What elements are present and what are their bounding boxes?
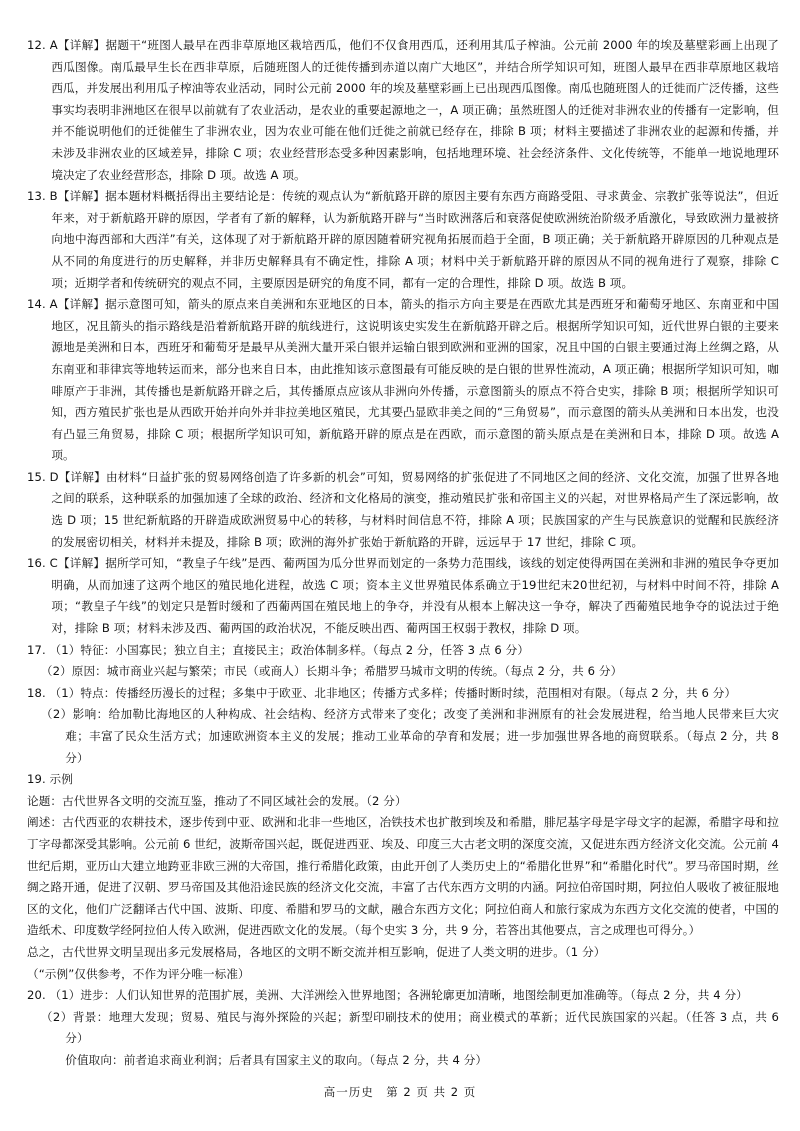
answer-12: 12. A【详解】据题干“班图人最早在西非草原地区栽培西瓜，他们不仅食用西瓜，还利用其瓜子榨油。公元前 2000 年的埃及墓壁彩画上出现了西瓜图像。南瓜最早生长在西非草原，后随班图人的迁徙传播到赤道以南广大地区”，并结合所学知识可知，班图人最早在西非草原地区栽培西瓜，并发展出利用瓜子榨油等农业活动，同时公元前 2000 年的埃及墓壁彩画上已出现西瓜图像。南瓜也随班图人的迁徙而广泛传播，这些事实均表明非洲地区在很早以前就有了农业活动，是农业的重要起源地之一，A 项正确；虽然班图人的迁徙对非洲农业的传播有一定影响，但并不能说明他们的迁徙催生了非洲农业，因为农业可能在他们迁徙之前就已经存在，排除 B 项；材料主要描述了非洲农业的起源和传播，并未涉及非洲农业的区域差异，排除 C 项；农业经营形态受多种因素影响，包括地理环境、社会经济条件、文化传统等，不能单一地说地理环境决定了农业经营形态，排除 D 项。故选 A 项。 xyxy=(27,38,779,182)
answer-17-part-2: （2）原因：城市商业兴起与繁荣；市民（或商人）长期斗争；希腊罗马城市文明的传统。（每点 2 分，共 6 分） xyxy=(40,664,623,679)
page-footer: 高一历史 第 2 页 共 2 页 xyxy=(323,1085,477,1099)
answer-17-part-1: 17. （1）特征：小国寡民；独立自主；直接民主；政治体制多样。（每点 2 分，任答 3 点 6 分） xyxy=(27,642,530,657)
answer-19-summary: 总之，古代世界文明呈现出多元发展格局，各地区的文明不断交流并相互影响，促进了人类文明的进步。（1 分） xyxy=(27,944,606,959)
answer-13: 13. B【详解】据本题材料概括得出主要结论是：传统的观点认为“新航路开辟的原因主要有东西方商路受阻、寻求黄金、宗教扩张等说法”，但近年来，对于新航路开辟的原因，学者有了新的解释，认为新航路开辟与“当时欧洲落后和衰落促使欧洲统治阶级矛盾激化，导致欧洲力量被挤向地中海西部和大西洋”有关，这体现了对于新航路开辟的原因随着研究视角拓展而趋于全面，B 项正确；关于新航路开辟原因的几种观点是从不同的角度进行的历史解释，并非历史解释具有不确定性，排除 A 项；材料中关于新航路开辟的原因从不同的视角进行了观察，排除 C 项；近期学者和传统研究的观点不同，主要原因是研究的角度不同，都有一定的合理性，排除 D 项。故选 B 项。 xyxy=(27,189,779,290)
answer-18-part-1: 18. （1）特点：传播经历漫长的过程；多集中于欧亚、北非地区；传播方式多样；传播时断时续，范围相对有限。（每点 2 分，共 6 分） xyxy=(27,685,737,700)
answer-15: 15. D【详解】由材料“日益扩张的贸易网络创造了许多新的机会”可知，贸易网络的扩张促进了不同地区之间的经济、文化交流，加强了世界各地之间的联系，这种联系的加强加速了全球的政治、经济和文化格局的演变，推动殖民扩张和帝国主义的兴起，对世界格局产生了深远影响，故选 D 项；15 世纪新航路的开辟造成欧洲贸易中心的转移，与材料时间信息不符，排除 A 项；民族国家的产生与民族意识的觉醒和民族经济的发展密切相关，材料并未提及，排除 B 项；欧洲的海外扩张始于新航路的开辟，远远早于 17 世纪，排除 C 项。 xyxy=(27,469,779,549)
answer-14: 14. A【详解】据示意图可知，箭头的原点来自美洲和东亚地区的日本，箭头的指示方向主要是在西欧尤其是西班牙和葡萄牙地区、东南亚和中国地区，况且箭头的指示路线是沿着新航路开辟的航线进行，这说明该史实发生在新航路开辟之后。根据所学知识可知，近代世界白银的主要来源地是美洲和日本，西班牙和葡萄牙是最早从美洲大量开采白银并运输白银到欧洲和亚洲的国家，况且中国的白银主要通过海上丝绸之路，从东南亚和菲律宾等地转运而来，部分也来自日本，由此推知该示意图最有可能反映的是白银的世界性流动，A 项正确；根据所学知识可知，咖啡原产于非洲，其传播也是新航路开辟之后，其传播原点应该从非洲向外传播，示意图箭头的原点不符合史实，排除 B 项；根据所学知识可知，西方殖民扩张也是从西欧开始并向外并非拉美地区殖民，尤其要凸显欧非美之间的“三角贸易”，而示意图的箭头从美洲和日本出发，也没有凸显三角贸易，排除 C 项；根据所学知识可知，新航路开辟的原点是在西欧，而示意图的箭头原点是在美洲和日本，排除 D 项。故选 A 项。 xyxy=(27,297,779,463)
answer-content xyxy=(27,35,779,1072)
answer-16: 16. C【详解】据所学可知，“教皇子午线”是西、葡两国为瓜分世界而划定的一条势力范围线，该线的划定使得两国在美洲和非洲的殖民争夺更加明确，从而加速了这两个地区的殖民地化进程，故选 C 项；资本主义世界殖民体系确立于19世纪末20世纪初，与材料中时间不符，排除 A 项；“教皇子午线”的划定只是暂时缓和了西葡两国在殖民地上的争夺，并没有从根本上解决这一争夺，解决了西葡殖民地争夺的说法过于绝对，排除 B 项；材料未涉及西、葡两国的政治状况，不能反映出西、葡两国王权弱于教权，排除 D 项。 xyxy=(27,556,779,636)
answer-20-part-1: 20. （1）进步：人们认知世界的范围扩展，美洲、大洋洲绘入世界地图；各洲轮廓更加清晰，地图绘制更加准确等。（每点 2 分，共 4 分） xyxy=(27,988,748,1003)
answer-18-part-2: （2）影响：给加勒比海地区的人种构成、社会结构、经济方式带来了变化；改变了美洲和非洲原有的社会发展进程，给当地人民带来巨大灾难；丰富了民众生活方式；加速欧洲资本主义的发展；推动工业革命的孕育和发展；进一步加强世界各地的商贸联系。（每点 2 分，共 8 分） xyxy=(40,707,779,765)
answer-19-heading: 19. 示例 xyxy=(27,772,73,787)
answer-20-value-orientation: 价值取向：前者追求商业利润；后者具有国家主义的取向。（每点 2 分，共 4 分） xyxy=(65,1052,488,1067)
answer-19-body: 阐述：古代西亚的农耕技术，逐步传到中亚、欧洲和北非一些地区，冶铁技术也扩散到埃及和希腊，腓尼基字母是字母文字的起源，希腊字母和拉丁字母都深受其影响。公元前 6 世纪，波斯帝国兴起，既促进西亚、埃及、印度三大古老文明的深度交流，又促进东西方经济文化交流。公元前 4 世纪后期，亚历山大建立地跨亚非欧三洲的大帝国，推行希腊化政策，由此开创了人类历史上的“希腊化世界”和“希腊化时代”。罗马帝国时期，丝绸之路开通，促进了汉朝、罗马帝国及其他沿途民族的经济文化交流，丰富了古代东西方文明的内涵。阿拉伯帝国时期，阿拉伯人吸收了被征服地区的文化，他们广泛翻译古代中国、波斯、印度、希腊和罗马的文献，融合东西方文化；阿拉伯商人和旅行家成为东西方文化交流的使者，中国的造纸术、印度数学经阿拉伯人传入欧洲，促进西欧文化的发展。（每个史实 3 分，共 9 分，若答出其他要点，言之成理也可得分。） xyxy=(27,815,779,938)
answer-19-thesis: 论题：古代世界各文明的交流互鉴，推动了不同区域社会的发展。（2 分） xyxy=(27,793,407,808)
answer-20-part-2: （2）背景：地理大发现；贸易、殖民与海外探险的兴起；新型印刷技术的使用；商业模式的革新；近代民族国家的兴起。（任答 3 点，共 6 分） xyxy=(40,1009,779,1046)
answer-19-note: （“示例”仅供参考，不作为评分唯一标准） xyxy=(27,966,250,981)
